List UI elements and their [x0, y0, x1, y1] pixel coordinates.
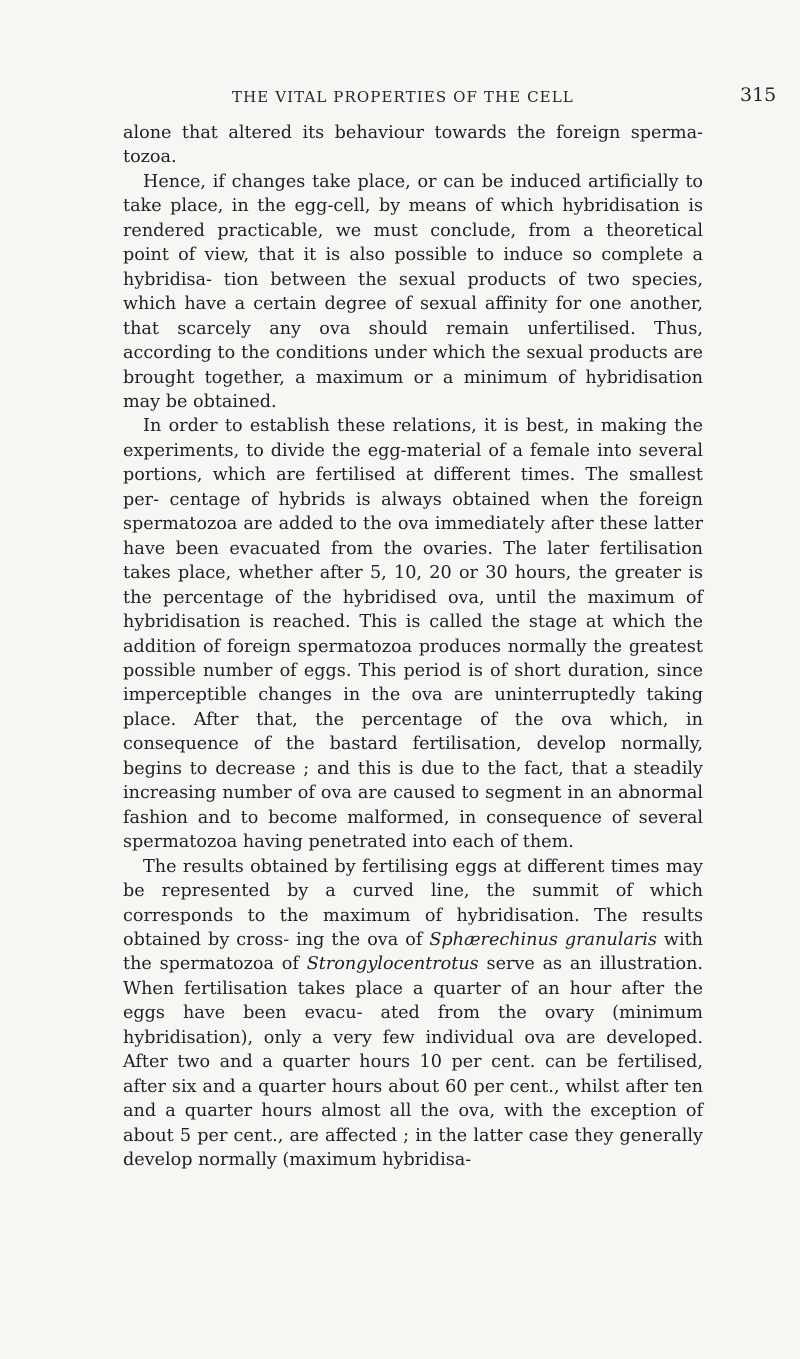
paragraph-2: Hence, if changes take place, or can be induced artificially to take place, in the egg-cell, by means of which hybridisation is rendered practicable, we must conclude, from a theoretical point of view, that it is also possible to induce so complete a hybridisa- tion between the sexual products of two species, which have a certain degree of sexual affinity for one another, that scarcely any ova should remain unfertilised. Thus, according to the conditions under which the sexual products are brought together, a maximum or a minimum of hybridisation may be obtained.	[123, 171, 703, 412]
paragraph-3: In order to establish these relations, it is best, in making the experiments, to divide the egg-material of a female into several portions, which are fertilised at different times. The smallest per- centage of hybrids is always obtained when the foreign spermatozoa are added to the ova immediately after these latter have been evacuated from the ovaries. The later fertilisation takes place, whether after 5, 10, 20 or 30 hours, the greater is the percentage of the hybridised ova, until the maximum of hybridisation is reached. This is called the stage at which the addition of foreign spermatozoa produces normally the greatest possible number of eggs. This period is of short duration, since imperceptible changes in the ova are uninterruptedly taking place. After that, the percentage of the ova which, in consequence of the bastard fertilisation, develop normally, begins to decrease ; and this is due to the fact, that a steadily increasing number of ova are caused to segment in an abnormal fashion and to become malformed, in consequence of several spermatozoa having penetrated into each of them.	[123, 416, 703, 853]
paragraph-4-part-3: serve as an illustration. When fertilisation takes place a quarter of an hour after the eggs have been evacu- ated from the ovary (minimum hybridisation), only a very few individual ova are developed. After two and a quarter hours 10 per cent. can be fertilised, after six and a quarter hours about 60 per cent., whilst after ten and a quarter hours almost all the ova, with the exception of about 5 per cent., are affected ; in the latter case they generally develop normally (maximum hybridisa-	[123, 954, 703, 1171]
paragraph-1: alone that altered its behaviour towards the foreign sperma- tozoa.	[123, 123, 703, 168]
paragraph-4	[123, 855, 703, 1173]
species-name-sphaerechinus: Sphærechinus granularis	[429, 929, 657, 950]
species-name-strongylocentrotus: Strongylocentrotus	[306, 954, 479, 975]
page-number: 315	[740, 84, 777, 106]
paragraph-4-part-2: with the spermatozoa of	[123, 929, 703, 975]
paragraph-4-part-1: The results obtained by fertilising eggs at different times may be represented by a curved line, the summit of which corresponds to the maximum of hybridisation. The results obtained by cross- ing the ova of	[123, 856, 703, 950]
body-text	[123, 121, 703, 1172]
running-title: THE VITAL PROPERTIES OF THE CELL	[232, 88, 574, 106]
